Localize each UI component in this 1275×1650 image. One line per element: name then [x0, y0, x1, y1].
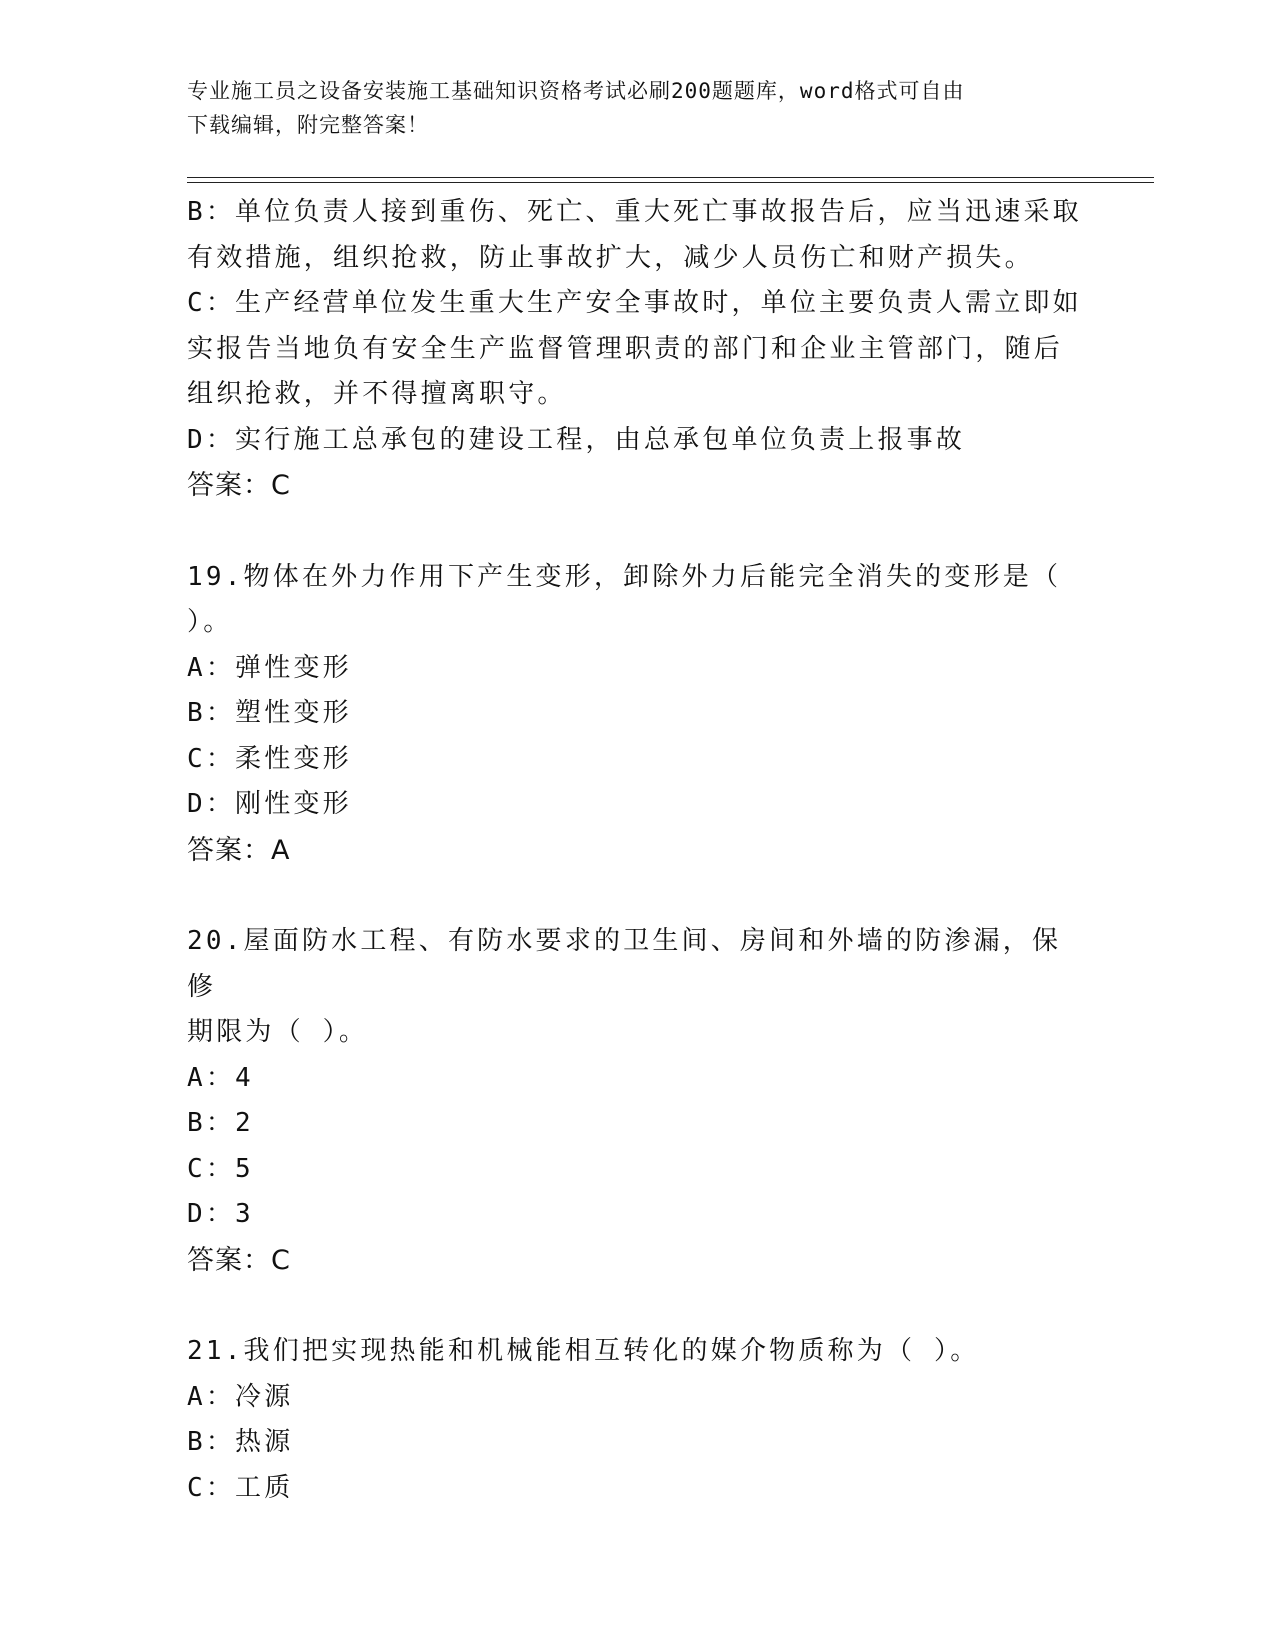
- header-rule-bottom: [187, 182, 1154, 183]
- q21-stem-line-1: 21.我们把实现热能和机械能相互转化的媒介物质称为（ ）。: [187, 1336, 980, 1366]
- q18-answer: 答案：C: [187, 470, 291, 501]
- q20-option-a: A：4: [187, 1062, 254, 1093]
- header-title-line-1: 专业施工员之设备安装施工基础知识资格考试必刷200题题库，word格式可自由: [187, 79, 965, 103]
- q20-option-c: C：5: [187, 1153, 254, 1184]
- q19-option-a: A：弹性变形: [187, 652, 352, 683]
- q18-option-b-line-2: 有效措施，组织抢救，防止事故扩大，减少人员伤亡和财产损失。: [187, 242, 1034, 273]
- q19-answer: 答案：A: [187, 834, 291, 866]
- q19-stem-line-2: ）。: [187, 607, 233, 637]
- q19-option-c: C：柔性变形: [187, 743, 352, 774]
- q20-stem-line-2: 期限为（ ）。: [187, 1017, 369, 1047]
- q18-option-c-line-3: 组织抢救，并不得擅离职守。: [187, 379, 567, 409]
- q18-option-d: D：实行施工总承包的建设工程，由总承包单位负责上报事故: [187, 424, 966, 455]
- q19-option-b: B：塑性变形: [187, 698, 352, 728]
- q18-option-c-line-2: 实报告当地负有安全生产监督管理职责的部门和企业主管部门，随后: [187, 333, 1064, 364]
- q19-option-d: D：刚性变形: [187, 789, 352, 819]
- q20-stem-line-1: 20.屋面防水工程、有防水要求的卫生间、房间和外墙的防渗漏，保修: [187, 926, 1062, 1002]
- question-18-tail: [187, 190, 1087, 509]
- header-title-line-2: 下载编辑，附完整答案！: [187, 113, 429, 137]
- question-19: [187, 555, 1087, 874]
- q18-option-b-line-1: B：单位负责人接到重伤、死亡、重大死亡事故报告后，应当迅速采取: [187, 197, 1082, 227]
- header-rule-top: [187, 177, 1154, 178]
- question-content: [187, 190, 1087, 1511]
- q20-option-d: D：3: [187, 1199, 254, 1229]
- q18-option-c-line-1: C：生产经营单位发生重大生产安全事故时，单位主要负责人需立即如: [187, 288, 1082, 318]
- q19-stem-line-1: 19.物体在外力作用下产生变形，卸除外力后能完全消失的变形是（: [187, 561, 1062, 592]
- q21-option-a: A：冷源: [187, 1381, 294, 1412]
- q21-option-c: C：工质: [187, 1472, 294, 1503]
- page-header: [187, 74, 1067, 142]
- q20-answer: 答案：C: [187, 1244, 291, 1276]
- question-21: [187, 1329, 1087, 1511]
- q20-option-b: B：2: [187, 1108, 254, 1138]
- question-20: [187, 919, 1087, 1283]
- q21-option-b: B：热源: [187, 1427, 294, 1457]
